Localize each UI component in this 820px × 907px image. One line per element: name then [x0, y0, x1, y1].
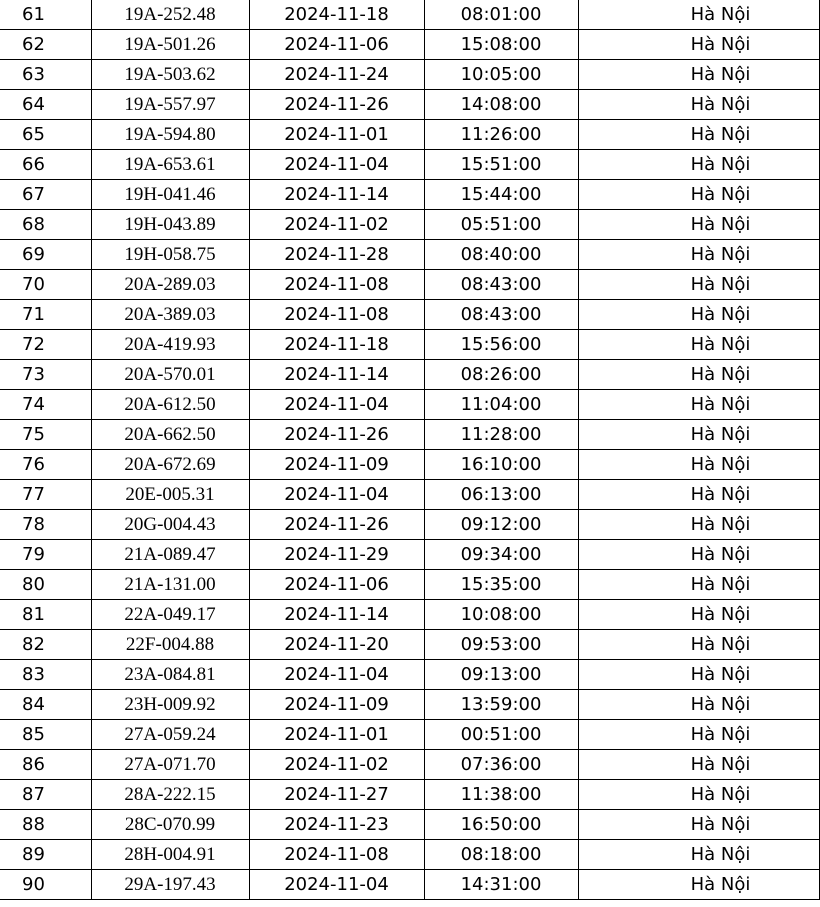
violation-date-cell: 2024-11-02	[249, 210, 424, 240]
license-plate-cell: 22F-004.88	[91, 630, 249, 660]
row-number-cell: 85	[0, 720, 91, 750]
table-row	[0, 870, 819, 900]
table-row	[0, 240, 819, 270]
violation-time-cell: 15:44:00	[424, 180, 578, 210]
violation-time-cell: 13:59:00	[424, 690, 578, 720]
violation-date-cell: 2024-11-26	[249, 510, 424, 540]
location-cell: Hà Nội	[578, 660, 819, 690]
location-cell: Hà Nội	[578, 600, 819, 630]
location-cell: Hà Nội	[578, 630, 819, 660]
row-number-cell: 65	[0, 120, 91, 150]
license-plate-cell: 23H-009.92	[91, 690, 249, 720]
violation-date-cell: 2024-11-02	[249, 750, 424, 780]
table-row	[0, 210, 819, 240]
license-plate-cell: 20E-005.31	[91, 480, 249, 510]
license-plate-cell: 22A-049.17	[91, 600, 249, 630]
location-cell: Hà Nội	[578, 870, 819, 900]
violation-date-cell: 2024-11-06	[249, 30, 424, 60]
table-row	[0, 300, 819, 330]
violation-time-cell: 15:35:00	[424, 570, 578, 600]
violation-time-cell: 08:43:00	[424, 270, 578, 300]
row-number-cell: 88	[0, 810, 91, 840]
violation-date-cell: 2024-11-04	[249, 660, 424, 690]
license-plate-cell: 27A-059.24	[91, 720, 249, 750]
table-row	[0, 390, 819, 420]
license-plate-cell: 20A-389.03	[91, 300, 249, 330]
row-number-cell: 75	[0, 420, 91, 450]
violation-time-cell: 07:36:00	[424, 750, 578, 780]
violation-date-cell: 2024-11-20	[249, 630, 424, 660]
violation-date-cell: 2024-11-08	[249, 270, 424, 300]
row-number-cell: 79	[0, 540, 91, 570]
location-cell: Hà Nội	[578, 480, 819, 510]
location-cell: Hà Nội	[578, 360, 819, 390]
license-plate-cell: 20A-570.01	[91, 360, 249, 390]
violation-date-cell: 2024-11-08	[249, 300, 424, 330]
row-number-cell: 84	[0, 690, 91, 720]
license-plate-cell: 23A-084.81	[91, 660, 249, 690]
violation-time-cell: 09:12:00	[424, 510, 578, 540]
location-cell: Hà Nội	[578, 840, 819, 870]
row-number-cell: 71	[0, 300, 91, 330]
violation-date-cell: 2024-11-04	[249, 480, 424, 510]
location-cell: Hà Nội	[578, 450, 819, 480]
violation-time-cell: 08:18:00	[424, 840, 578, 870]
license-plate-cell: 21A-089.47	[91, 540, 249, 570]
violation-date-cell: 2024-11-28	[249, 240, 424, 270]
license-plate-cell: 19A-594.80	[91, 120, 249, 150]
location-cell: Hà Nội	[578, 30, 819, 60]
license-plate-cell: 19H-058.75	[91, 240, 249, 270]
violation-time-cell: 15:51:00	[424, 150, 578, 180]
violation-date-cell: 2024-11-14	[249, 180, 424, 210]
table-row	[0, 540, 819, 570]
violation-time-cell: 14:08:00	[424, 90, 578, 120]
violation-time-cell: 09:13:00	[424, 660, 578, 690]
table-row	[0, 120, 819, 150]
violation-date-cell: 2024-11-09	[249, 450, 424, 480]
violation-date-cell: 2024-11-26	[249, 420, 424, 450]
violation-date-cell: 2024-11-26	[249, 90, 424, 120]
violation-time-cell: 16:10:00	[424, 450, 578, 480]
violation-time-cell: 15:56:00	[424, 330, 578, 360]
row-number-cell: 63	[0, 60, 91, 90]
table-row	[0, 480, 819, 510]
row-number-cell: 86	[0, 750, 91, 780]
row-number-cell: 83	[0, 660, 91, 690]
license-plate-cell: 21A-131.00	[91, 570, 249, 600]
license-plate-cell: 19H-043.89	[91, 210, 249, 240]
violation-time-cell: 16:50:00	[424, 810, 578, 840]
table-row	[0, 30, 819, 60]
row-number-cell: 68	[0, 210, 91, 240]
violation-time-cell: 11:26:00	[424, 120, 578, 150]
row-number-cell: 77	[0, 480, 91, 510]
violation-time-cell: 11:38:00	[424, 780, 578, 810]
location-cell: Hà Nội	[578, 810, 819, 840]
table-row	[0, 840, 819, 870]
license-plate-cell: 28C-070.99	[91, 810, 249, 840]
location-cell: Hà Nội	[578, 150, 819, 180]
violation-date-cell: 2024-11-04	[249, 390, 424, 420]
row-number-cell: 81	[0, 600, 91, 630]
row-number-cell: 87	[0, 780, 91, 810]
location-cell: Hà Nội	[578, 60, 819, 90]
table-row	[0, 420, 819, 450]
violation-time-cell: 09:53:00	[424, 630, 578, 660]
row-number-cell: 61	[0, 0, 91, 30]
license-plate-cell: 19A-503.62	[91, 60, 249, 90]
row-number-cell: 80	[0, 570, 91, 600]
table-row	[0, 750, 819, 780]
violation-date-cell: 2024-11-27	[249, 780, 424, 810]
location-cell: Hà Nội	[578, 540, 819, 570]
license-plate-cell: 20A-672.69	[91, 450, 249, 480]
table-row	[0, 720, 819, 750]
violation-date-cell: 2024-11-08	[249, 840, 424, 870]
location-cell: Hà Nội	[578, 570, 819, 600]
table-row	[0, 780, 819, 810]
table-row	[0, 270, 819, 300]
license-plate-cell: 19A-557.97	[91, 90, 249, 120]
location-cell: Hà Nội	[578, 510, 819, 540]
location-cell: Hà Nội	[578, 780, 819, 810]
license-plate-cell: 20G-004.43	[91, 510, 249, 540]
license-plate-cell: 20A-419.93	[91, 330, 249, 360]
table-row	[0, 570, 819, 600]
table-row	[0, 660, 819, 690]
violation-date-cell: 2024-11-01	[249, 720, 424, 750]
row-number-cell: 89	[0, 840, 91, 870]
row-number-cell: 67	[0, 180, 91, 210]
license-plate-cell: 20A-662.50	[91, 420, 249, 450]
row-number-cell: 73	[0, 360, 91, 390]
row-number-cell: 82	[0, 630, 91, 660]
violation-time-cell: 08:01:00	[424, 0, 578, 30]
violation-time-cell: 08:43:00	[424, 300, 578, 330]
location-cell: Hà Nội	[578, 300, 819, 330]
location-cell: Hà Nội	[578, 750, 819, 780]
row-number-cell: 66	[0, 150, 91, 180]
violation-time-cell: 06:13:00	[424, 480, 578, 510]
table-row	[0, 330, 819, 360]
row-number-cell: 74	[0, 390, 91, 420]
location-cell: Hà Nội	[578, 120, 819, 150]
table-row	[0, 360, 819, 390]
location-cell: Hà Nội	[578, 270, 819, 300]
row-number-cell: 70	[0, 270, 91, 300]
license-plate-cell: 28A-222.15	[91, 780, 249, 810]
row-number-cell: 62	[0, 30, 91, 60]
violation-time-cell: 00:51:00	[424, 720, 578, 750]
row-number-cell: 90	[0, 870, 91, 900]
location-cell: Hà Nội	[578, 180, 819, 210]
violation-date-cell: 2024-11-18	[249, 0, 424, 30]
violation-time-cell: 15:08:00	[424, 30, 578, 60]
row-number-cell: 76	[0, 450, 91, 480]
violation-date-cell: 2024-11-29	[249, 540, 424, 570]
violation-time-cell: 10:08:00	[424, 600, 578, 630]
violation-date-cell: 2024-11-14	[249, 360, 424, 390]
violation-time-cell: 08:40:00	[424, 240, 578, 270]
violation-time-cell: 05:51:00	[424, 210, 578, 240]
violation-date-cell: 2024-11-04	[249, 870, 424, 900]
violation-time-cell: 08:26:00	[424, 360, 578, 390]
violation-date-cell: 2024-11-14	[249, 600, 424, 630]
violation-date-cell: 2024-11-01	[249, 120, 424, 150]
license-plate-cell: 19A-252.48	[91, 0, 249, 30]
table-row	[0, 450, 819, 480]
row-number-cell: 78	[0, 510, 91, 540]
location-cell: Hà Nội	[578, 690, 819, 720]
license-plate-cell: 19A-501.26	[91, 30, 249, 60]
location-cell: Hà Nội	[578, 720, 819, 750]
location-cell: Hà Nội	[578, 0, 819, 30]
row-number-cell: 69	[0, 240, 91, 270]
table-row	[0, 90, 819, 120]
table-row	[0, 690, 819, 720]
violation-date-cell: 2024-11-24	[249, 60, 424, 90]
row-number-cell: 72	[0, 330, 91, 360]
table-row	[0, 60, 819, 90]
table-row	[0, 630, 819, 660]
license-plate-cell: 28H-004.91	[91, 840, 249, 870]
table-row	[0, 810, 819, 840]
license-plate-cell: 19A-653.61	[91, 150, 249, 180]
table-row	[0, 150, 819, 180]
location-cell: Hà Nội	[578, 330, 819, 360]
license-plate-cell: 19H-041.46	[91, 180, 249, 210]
license-plate-cell: 20A-289.03	[91, 270, 249, 300]
license-plate-cell: 27A-071.70	[91, 750, 249, 780]
table-row	[0, 0, 819, 30]
license-plate-cell: 29A-197.43	[91, 870, 249, 900]
location-cell: Hà Nội	[578, 420, 819, 450]
table-row	[0, 180, 819, 210]
location-cell: Hà Nội	[578, 390, 819, 420]
table-row	[0, 600, 819, 630]
violation-time-cell: 10:05:00	[424, 60, 578, 90]
location-cell: Hà Nội	[578, 240, 819, 270]
violation-date-cell: 2024-11-06	[249, 570, 424, 600]
table-row	[0, 510, 819, 540]
violation-date-cell: 2024-11-04	[249, 150, 424, 180]
violation-time-cell: 09:34:00	[424, 540, 578, 570]
license-plate-cell: 20A-612.50	[91, 390, 249, 420]
violation-date-cell: 2024-11-18	[249, 330, 424, 360]
location-cell: Hà Nội	[578, 210, 819, 240]
location-cell: Hà Nội	[578, 90, 819, 120]
row-number-cell: 64	[0, 90, 91, 120]
violation-date-cell: 2024-11-23	[249, 810, 424, 840]
violation-time-cell: 11:04:00	[424, 390, 578, 420]
violation-time-cell: 14:31:00	[424, 870, 578, 900]
violation-time-cell: 11:28:00	[424, 420, 578, 450]
violation-date-cell: 2024-11-09	[249, 690, 424, 720]
